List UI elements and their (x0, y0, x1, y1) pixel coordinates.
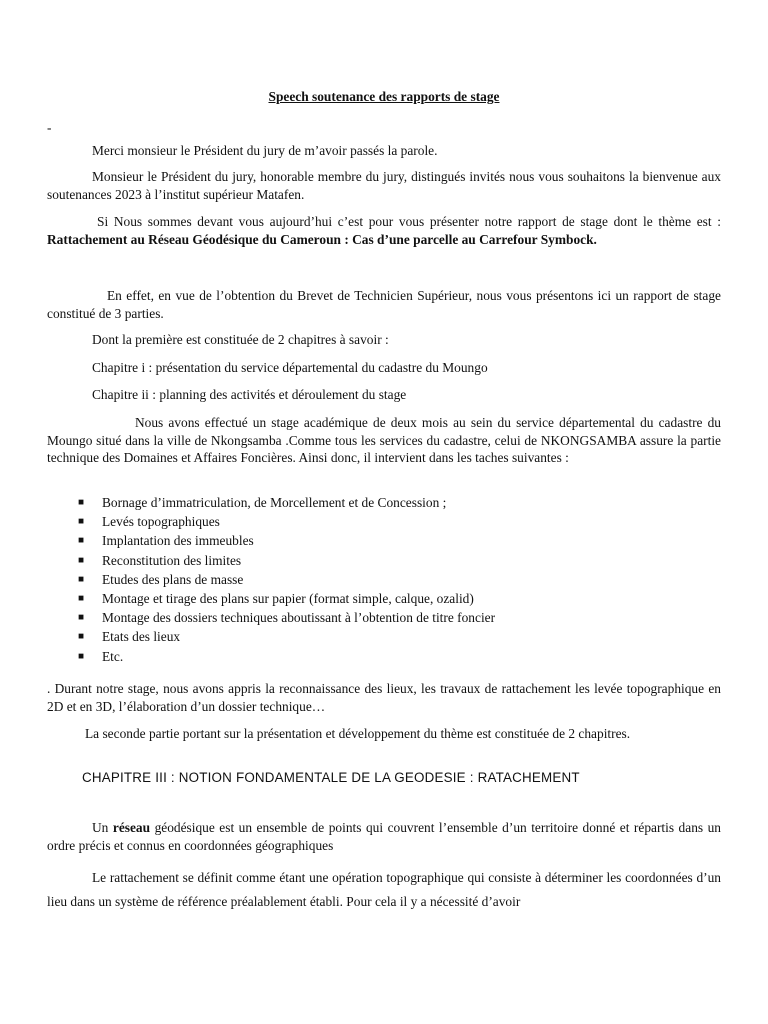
list-item: ■ Etudes des plans de masse (78, 570, 495, 589)
list-item: ■ Montage des dossiers techniques aboutissant à l’obtention de titre foncier (78, 608, 495, 627)
list-item: ■ Levés topographiques (78, 512, 495, 531)
theme-title: Rattachement au Réseau Géodésique du Cameroun : Cas d’une parcelle au Carrefour Symbock. (47, 231, 597, 247)
paragraph-thanks: Merci monsieur le Président du jury de m’avoir passés la parole. (92, 143, 438, 158)
list-item: ■ Bornage d’immatriculation, de Morcellement et de Concession ; (78, 493, 495, 512)
list-item: ■ Etats des lieux (78, 627, 495, 646)
list-item: ■ Implantation des immeubles (78, 531, 495, 550)
list-item: ■ Reconstitution des limites (78, 551, 495, 570)
document-title: Speech soutenance des rapports de stage (268, 89, 500, 104)
task-list (78, 493, 495, 666)
bullet-icon: ■ (78, 592, 85, 604)
bullet-icon: ■ (78, 535, 85, 547)
bullet-icon: ■ (78, 516, 85, 528)
paragraph-theme (47, 213, 721, 248)
bullet-icon: ■ (78, 554, 85, 566)
paragraph-internship: Nous avons effectué un stage académique de deux mois au sein du service départemental du cadastre du Moungo situé dans la ville de Nkongsamba .Comme tous les services du cadastre, celui de NKONGSAMBA assure la partie technique des Domaines et Affaires Foncières. Ainsi donc, il intervient dans les taches suivantes : (47, 415, 721, 465)
paragraph-learned: . Durant notre stage, nous avons appris la reconnaissance des lieux, les travaux de rattachement les levée topographique en 2D et en 3D, l’élaboration d’un dossier technique… (47, 681, 721, 714)
paragraph-network: Un réseau géodésique est un ensemble de points qui couvrent l’ensemble d’un territoire donné et répartis dans un ordre précis et connus en coordonnées géographiques (47, 820, 721, 853)
paragraph-intro: En effet, en vue de l’obtention du Brevet de Technicien Supérieur, nous vous présentons ici un rapport de stage constitué de 3 parties. (47, 288, 721, 321)
list-item: ■ Etc. (78, 647, 495, 666)
theme-lead: Si Nous sommes devant vous aujourd’hui c’est pour vous présenter notre rapport de stage dont le thème est : (97, 214, 721, 229)
dash-mark: - (47, 120, 52, 135)
paragraph-welcome: Monsieur le Président du jury, honorable membre du jury, distingués invités nous vous souhaitons la bienvenue aux soutenances 2023 à l’institut supérieur Matafen. (47, 169, 721, 202)
bullet-icon: ■ (78, 650, 85, 662)
chapter-two-line: Chapitre ii : planning des activités et déroulement du stage (92, 387, 407, 402)
paragraph-second-part: La seconde partie portant sur la présentation et développement du thème est constituée de 2 chapitres. (85, 726, 631, 741)
bullet-icon: ■ (78, 573, 85, 585)
bullet-icon: ■ (78, 497, 85, 508)
bullet-icon: ■ (78, 631, 85, 643)
paragraph-first-part: Dont la première est constituée de 2 chapitres à savoir : (92, 332, 389, 347)
paragraph-attachment: Le rattachement se définit comme étant une opération topographique qui consiste à déterminer les coordonnées d’un lieu dans un système de référence préalablement établi. Pour cela il y a nécessité d’avoir (47, 870, 721, 909)
chapter-heading: CHAPITRE III : NOTION FONDAMENTALE DE LA GEODESIE : RATACHEMENT (82, 770, 580, 785)
list-item: ■ Montage et tirage des plans sur papier (format simple, calque, ozalid) (78, 589, 495, 608)
bullet-icon: ■ (78, 612, 85, 624)
term-reseau: réseau (112, 820, 151, 835)
chapter-one-line: Chapitre i : présentation du service départemental du cadastre du Moungo (92, 360, 488, 375)
